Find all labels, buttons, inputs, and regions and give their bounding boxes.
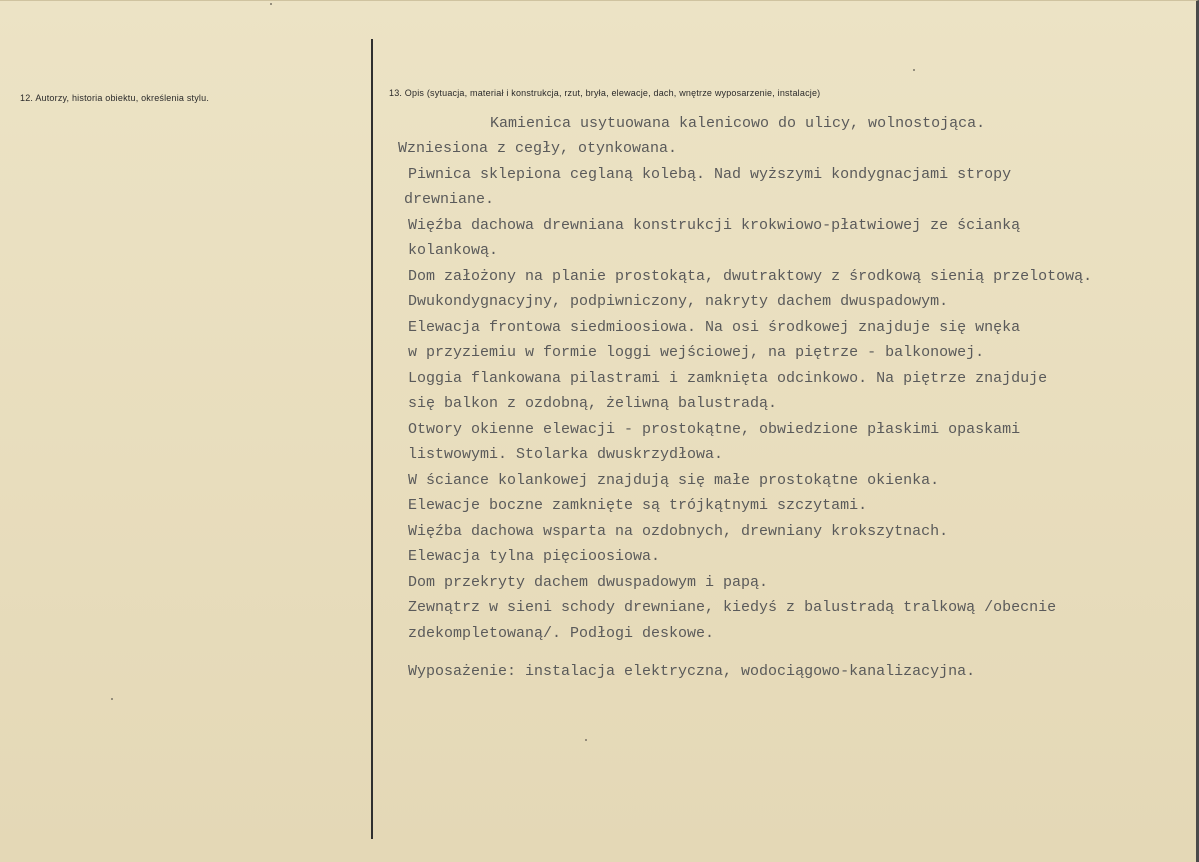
description-line: Dwukondygnacyjny, podpiwniczony, nakryty dachem dwuspadowym. [408, 293, 949, 310]
description-line: Elewacja frontowa siedmioosiowa. Na osi środkowej znajduje się wnęka [408, 319, 1021, 336]
description-line: Więźba dachowa drewniana konstrukcji krokwiowo-płatwiowej ze ścianką [408, 217, 1021, 234]
paper-speck [913, 69, 915, 71]
paper-speck [111, 698, 113, 700]
description-line: Wzniesiona z cegły, otynkowana. [398, 140, 678, 157]
description-line: Wyposażenie: instalacja elektryczna, wodociągowo-kanalizacyjna. [408, 663, 976, 680]
description-line: kolankową. [408, 242, 499, 259]
description-line: Otwory okienne elewacji - prostokątne, obwiedzione płaskimi opaskami [408, 421, 1021, 438]
description-line: zdekompletowaną/. Podłogi deskowe. [408, 625, 715, 642]
description-line: Dom przekryty dachem dwuspadowym i papą. [408, 574, 769, 591]
description-line: się balkon z ozdobną, żeliwną balustradą. [408, 395, 778, 412]
description-line: Loggia flankowana pilastrami i zamknięta odcinkowo. Na piętrze znajduje [408, 370, 1048, 387]
description-line: Dom założony na planie prostokąta, dwutraktowy z środkową sienią przelotową. [408, 268, 1093, 285]
description-line: Więźba dachowa wsparta na ozdobnych, drewniany krokszytnach. [408, 523, 949, 540]
section-13-heading: 13. Opis (sytuacja, materiał i konstrukcja, rzut, bryła, elewacje, dach, wnętrze wyposarzenie, instalacje) [389, 88, 821, 98]
description-line: Zewnątrz w sieni schody drewniane, kiedyś z balustradą tralkową /obecnie [408, 599, 1057, 616]
description-line: drewniane. [404, 191, 495, 208]
description-line: Elewacja tylna pięcioosiowa. [408, 548, 661, 565]
description-line: W ściance kolankowej znajdują się małe prostokątne okienka. [408, 472, 940, 489]
description-line: listwowymi. Stolarka dwuskrzydłowa. [408, 446, 724, 463]
column-divider [371, 39, 373, 839]
paper-speck [585, 739, 587, 741]
description-line: Elewacje boczne zamknięte są trójkątnymi szczytami. [408, 497, 868, 514]
paper-speck [270, 3, 272, 5]
description-line: w przyziemiu w formie loggi wejściowej, na piętrze - balkonowej. [408, 344, 985, 361]
description-line: Kamienica usytuowana kalenicowo do ulicy, wolnostojąca. [490, 115, 986, 132]
section-12-heading: 12. Autorzy, historia obiektu, określenia stylu. [20, 93, 210, 103]
description-line: Piwnica sklepiona ceglaną kolebą. Nad wyższymi kondygnacjami stropy [408, 166, 1012, 183]
